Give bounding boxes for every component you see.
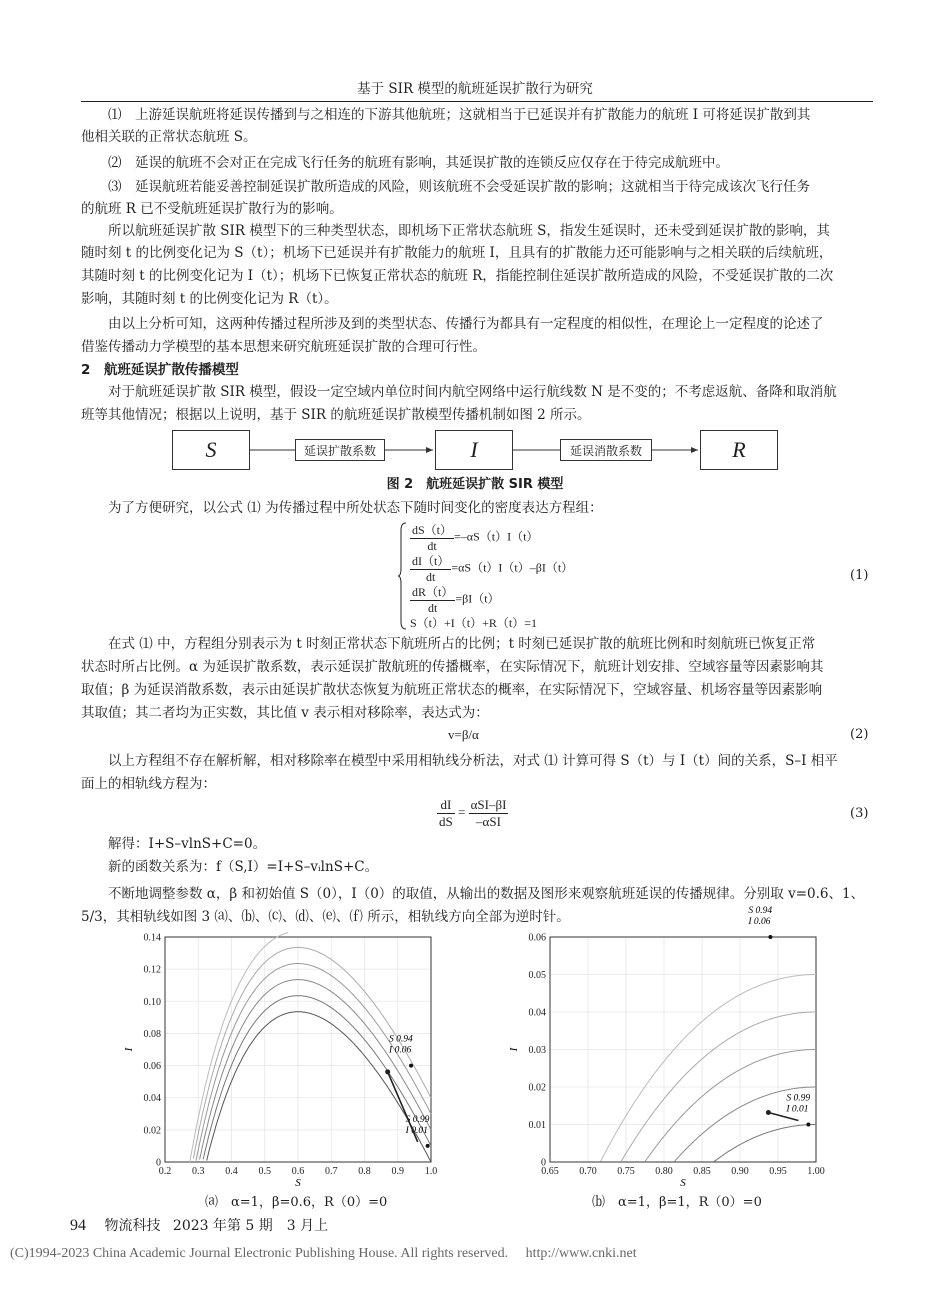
paragraph-1a: ⑴ 上游延误航班将延误传播到与之相连的下游其他航班；这就相当于已延误并有扩散能力的航班 I 可将延误扩散到其 (108, 107, 811, 123)
y-tick-label: 0.10 (143, 996, 161, 1008)
paragraph-9a: 以上方程组不存在解析解，相对移除率在模型中采用相轨线分析法，对式 ⑴ 计算可得 S（t）与 I（t）间的关系，S–I 相平 (108, 753, 838, 769)
equation-brace (398, 522, 408, 630)
annotation-s-label: S 0.94 (389, 1034, 413, 1045)
paragraph-12b: 5/3，其相轨线如图 3 ⒜、⒝、⒞、⒟、⒠、⒡ 所示，相轨线方向全部为逆时针。 (81, 909, 570, 925)
y-tick-label: 0.02 (143, 1125, 161, 1137)
annotation-point (409, 1064, 413, 1068)
annotation-i-label: I 0.01 (405, 1125, 428, 1136)
eq2-num: dI（t） (412, 554, 450, 568)
y-tick-label: 0.12 (143, 964, 161, 976)
x-tick-label: 0.85 (693, 1166, 711, 1177)
paragraph-8b: 状态时所占比例。α 为延误扩散系数，表示延误扩散航班的传播概率，在实际情况下，航班计划安排、空域容量等因素影响其 (81, 659, 824, 675)
direction-arrow (388, 1072, 418, 1142)
trajectory-line (200, 980, 431, 1160)
paragraph-8c: 取值；β 为延误消散系数，表示由延误扩散状态恢复为航班正常状态的概率，在实际情况下，空域容量、机场容量等因素影响 (81, 682, 823, 698)
chart-a (110, 925, 460, 1190)
x-tick-label: 0.75 (617, 1166, 635, 1177)
paragraph-4a: 所以航班延误扩散 SIR 模型下的三种类型状态，即机场下正常状态航班 S，指发生延误时，还未受到延误扩散的影响，其 (108, 223, 830, 239)
paragraph-4c: 其随时刻 t 的比例变化记为 I（t）；机场下已恢复正常状态的航班 R，指能控制住延误扩散所造成的风险，不受延误扩散的二次 (81, 268, 834, 284)
y-tick-label: 0.05 (528, 970, 546, 981)
figure-2-caption: 图 2 航班延误扩散 SIR 模型 (386, 477, 564, 492)
x-tick-label: 1.00 (807, 1166, 825, 1177)
eq3-den: dt (428, 601, 438, 615)
y-tick-label: 0.04 (528, 1007, 546, 1019)
paragraph-6a: 对于航班延误扩散 SIR 模型，假设一定空域内单位时间内航空网络中运行航线数 N 是不变的；不考虑返航、备降和取消航 (108, 384, 837, 400)
eq3-lhs-den: dS (439, 814, 453, 829)
direction-arrowhead (385, 1069, 390, 1074)
node-r: R (700, 430, 778, 470)
equation-3: $\frac{dI}{dS}$ = $\frac{\text{αSI–βI}}{\text{–αSI}}$ (439, 797, 507, 829)
equation-1-number: (1) (850, 568, 869, 583)
eq3-lhs-num: dI (437, 797, 455, 814)
y-axis-label: I (123, 1047, 135, 1052)
annotation-s-label: S 0.94 (748, 906, 773, 916)
equation-1-row4: S（t）+I（t）+R（t）=1 (410, 616, 537, 630)
eq1-rhs: =–αS（t）I（t） (454, 529, 539, 544)
equation-2-number: (2) (850, 727, 869, 742)
node-i: I (435, 430, 513, 470)
annotation-point (426, 1144, 430, 1148)
equation-1-row2 (410, 552, 573, 585)
x-tick-label: 0.65 (541, 1166, 559, 1177)
node-s: S (172, 430, 250, 470)
chart-b-caption: ⒝ α=1，β=1，R（0）=0 (592, 1195, 762, 1210)
paragraph-8a: 在式 ⑴ 中，方程组分别表示为 t 时刻正常状态下航班所占的比例；t 时刻已延误扩散的航班比例和时刻航班已恢复正常 (108, 636, 816, 652)
paragraph-12a: 不断地调整参数 α，β 和初始值 S（0），I（0）的取值，从输出的数据及图形来观察航班延误的传播规律。分别取 v=0.6、1、 (108, 886, 865, 902)
paragraph-5b: 借鉴传播动力学模型的基本思想来研究航班延误扩散的合理可行性。 (81, 339, 486, 355)
paragraph-11: 新的函数关系为：f（S,I）=I+S–vᵢlnS+C。 (108, 859, 379, 875)
y-tick-label: 0.01 (528, 1120, 546, 1131)
paragraph-7: 为了方便研究，以公式 ⑴ 为传播过程中所处状态下随时间变化的密度表达方程组： (108, 500, 603, 516)
paragraph-3a: ⑶ 延误航班若能妥善控制延误扩散所造成的风险，则该航班不会受延误扩散的影响；这就相当于待完成该次飞行任务 (108, 179, 810, 195)
x-tick-label: 0.8 (358, 1166, 371, 1177)
equation-1-row1 (410, 521, 538, 554)
y-tick-label: 0.08 (143, 1028, 161, 1040)
annotation-point (768, 935, 772, 939)
diagram-arrows (0, 0, 950, 500)
x-tick-label: 0.90 (731, 1166, 749, 1177)
equation-2: v=β/α (448, 727, 479, 742)
copyright-line: (C)1994-2023 China Academic Journal Electronic Publishing House. All rights reserved. http://www.cnki.net (10, 1246, 637, 1261)
journal-issue: 2023 年第 5 期 3 月上 (172, 1218, 329, 1234)
x-tick-label: 0.4 (225, 1166, 238, 1177)
annotation-i-label: I 0.01 (786, 1104, 809, 1115)
equation-3-number: (3) (850, 806, 869, 821)
annotation-i-label: I 0.06 (389, 1045, 412, 1056)
y-tick-label: 0.03 (528, 1045, 546, 1056)
x-tick-label: 0.95 (769, 1166, 787, 1177)
y-tick-label: 0 (156, 1157, 161, 1169)
paragraph-10: 解得：I+S–vlnS+C=0。 (108, 836, 267, 852)
eq2-rhs: =αS（t）I（t）–βI（t） (451, 560, 574, 575)
y-tick-label: 0.14 (143, 932, 161, 944)
x-tick-label: 0.9 (391, 1166, 404, 1177)
direction-arrowhead (766, 1110, 771, 1115)
x-tick-label: 1.0 (424, 1166, 438, 1177)
running-head: 基于 SIR 模型的航班延误扩散行为研究 (357, 81, 593, 97)
paragraph-9b: 面上的相轨线方程为： (81, 776, 216, 792)
annotation-point (806, 1123, 810, 1127)
paragraph-1b: 他相关联的正常状态航班 S。 (81, 129, 257, 145)
y-tick-label: 0.02 (528, 1082, 546, 1094)
edge-label-spread: 延误扩散系数 (295, 439, 385, 461)
paragraph-5a: 由以上分析可知，这两种传播过程所涉及到的类型状态、传播行为都具有一定程度的相似性，在理论上一定程度的论述了 (108, 316, 824, 332)
x-axis-label: S (680, 1177, 686, 1189)
eq3-rhs-den: –αSI (476, 814, 501, 829)
eq1-den: dt (427, 539, 437, 553)
paragraph-4d: 影响，其随时刻 t 的比例变化记为 R（t）。 (81, 291, 338, 307)
y-tick-label: 0 (541, 1157, 546, 1169)
x-tick-label: 0.3 (192, 1166, 205, 1177)
y-tick-label: 0.04 (143, 1093, 161, 1105)
trajectory-line (601, 975, 817, 1162)
y-tick-label: 0.06 (528, 932, 546, 944)
x-tick-label: 0.6 (291, 1166, 305, 1177)
x-tick-label: 0.70 (579, 1166, 597, 1177)
chart-b (495, 906, 845, 1190)
x-tick-label: 0.2 (158, 1166, 172, 1177)
edge-label-dissipate: 延误消散系数 (560, 439, 652, 461)
x-tick-label: 0.5 (258, 1166, 271, 1177)
eq1-num: dS（t） (412, 523, 453, 537)
eq3-rhs: =βI（t） (455, 591, 500, 606)
journal-name: 物流科技 (104, 1218, 161, 1234)
paragraph-6b: 班等其他情况；根据以上说明，基于 SIR 的航班延误扩散模型传播机制如图 2 所示。 (81, 407, 591, 423)
section-heading: 2 航班延误扩散传播模型 (81, 362, 239, 378)
x-axis-label: S (295, 1177, 301, 1189)
eq2-den: dt (426, 570, 436, 584)
annotation-s-label: S 0.99 (786, 1093, 811, 1104)
equation-1-row3 (410, 583, 500, 616)
chart-a-caption: ⒜ α=1，β=0.6，R（0）=0 (205, 1195, 388, 1210)
eq3-rhs-num: αSI–βI (470, 797, 507, 812)
y-axis-label: I (508, 1047, 520, 1052)
page-number: 94 (70, 1217, 86, 1234)
annotation-i-label: I 0.06 (748, 917, 771, 927)
trajectory-line (714, 1125, 816, 1162)
paragraph-4b: 随时刻 t 的比例变化记为 S（t）；机场下已延误并有扩散能力的航班 I，且具有的扩散能力还可能影响与之相关联的后续航班， (81, 245, 833, 261)
paragraph-8d: 其取值；其二者均为正实数，其比值 v 表示相对移除率，表达式为： (81, 705, 489, 721)
page-footer (70, 1215, 328, 1235)
x-tick-label: 0.7 (325, 1166, 338, 1177)
annotation-s-label: S 0.99 (405, 1114, 430, 1125)
trajectory-line (190, 933, 288, 1162)
eq3-num: dR（t） (412, 585, 454, 599)
y-tick-label: 0.06 (143, 1061, 161, 1073)
x-tick-label: 0.80 (655, 1166, 673, 1177)
paragraph-3b: 的航班 R 已不受航班延误扩散行为的影响。 (81, 201, 343, 217)
paragraph-2: ⑵ 延误的航班不会对正在完成飞行任务的航班有影响，其延误扩散的连锁反应仅存在于待完成航班中。 (108, 155, 729, 171)
